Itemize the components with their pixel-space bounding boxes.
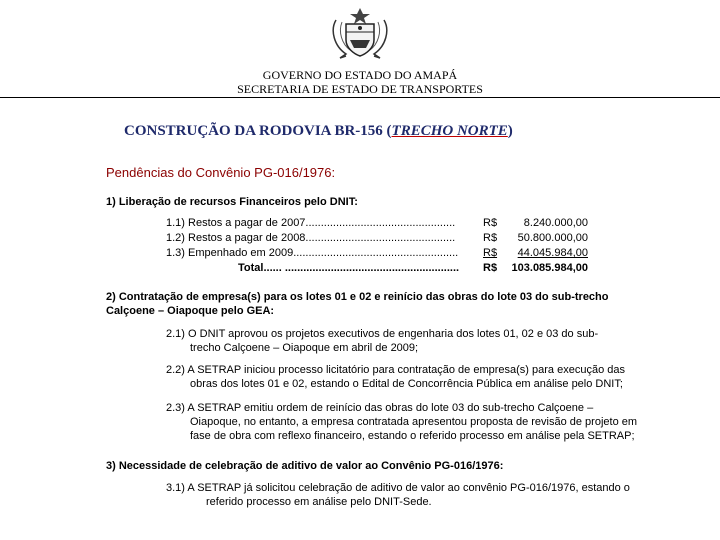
section2-heading-line2: Calçoene – Oiapoque pelo GEA: [106, 305, 275, 317]
paragraph-2-1-line1: 2.1) O DNIT aprovou os projetos executivos de engenharia dos lotes 01, 02 e 03 do sub- [166, 328, 599, 340]
coat-of-arms-icon [328, 6, 392, 62]
item-1-1-label: 1.1) Restos a pagar de 2007................................................. [166, 217, 456, 229]
header-divider [0, 97, 720, 98]
total-amount: 103.085.984,00 [511, 262, 588, 274]
item-1-2-label: 1.2) Restos a pagar de 2008................................................. [166, 232, 456, 244]
item-1-1-amount: 8.240.000,00 [523, 217, 588, 229]
paragraph-2-2-line1: 2.2) A SETRAP iniciou processo licitatório para contratação de empresa(s) para execução das [166, 364, 625, 376]
section1-heading: 1) Liberação de recursos Financeiros pelo DNIT: [106, 196, 358, 208]
item-1-3-currency: R$ [483, 247, 498, 259]
paragraph-3-1-line2: referido processo em análise pelo DNIT-Sede. [206, 496, 432, 508]
header-secretariat: SECRETARIA DE ESTADO DE TRANSPORTES [237, 82, 483, 96]
paragraph-2-3 [166, 401, 637, 443]
item-1-2-currency: R$ [483, 232, 498, 244]
item-1-3-amount: 44.045.984,00 [517, 247, 588, 259]
section3-heading: 3) Necessidade de celebração de aditivo de valor ao Convênio PG-016/1976: [106, 460, 504, 472]
page-title [124, 123, 513, 140]
paragraph-2-1 [166, 327, 598, 355]
item-1-2-amount: 50.800.000,00 [517, 232, 588, 244]
paragraph-2-2 [166, 363, 625, 391]
total-currency: R$ [483, 262, 498, 274]
pending-items-subtitle: Pendências do Convênio PG-016/1976: [106, 165, 336, 180]
section2-heading-line1: 2) Contratação de empresa(s) para os lotes 01 e 02 e reinício das obras do lote 03 do sub-trecho [106, 291, 609, 303]
paragraph-2-1-line2: trecho Calçoene – Oiapoque em abril de 2009; [190, 342, 419, 354]
paragraph-3-1 [166, 481, 630, 509]
paragraph-2-2-line2: obras dos lotes 01 e 02, estando o Edital de Concorrência Pública em análise pelo DNIT; [190, 378, 623, 390]
paragraph-3-1-line1: 3.1) A SETRAP já solicitou celebração de aditivo de valor ao convênio PG-016/1976, estando o [166, 482, 630, 494]
item-1-3-label: 1.3) Empenhado em 2009...................................................... [166, 247, 459, 259]
paragraph-2-3-line2: Oiapoque, no entanto, a empresa contratada apresentou proposta de revisão de projeto em [190, 416, 638, 428]
paragraph-2-3-line1: 2.3) A SETRAP emitiu ordem de reinício das obras do lote 03 do sub-trecho Calçoene – [166, 402, 594, 414]
total-label: Total...... ......................................................... [238, 262, 460, 274]
paragraph-2-3-line3: fase de obra com reflexo financeiro, estando o referido processo em análise pela SETRAP; [190, 430, 635, 442]
title-prefix: CONSTRUÇÃO DA RODOVIA BR-156 ( [124, 123, 392, 139]
header-government: GOVERNO DO ESTADO DO AMAPÁ [262, 68, 458, 82]
item-1-1-currency: R$ [483, 217, 498, 229]
title-highlight: TRECHO NORTE [391, 123, 508, 139]
title-suffix: ) [507, 123, 513, 139]
